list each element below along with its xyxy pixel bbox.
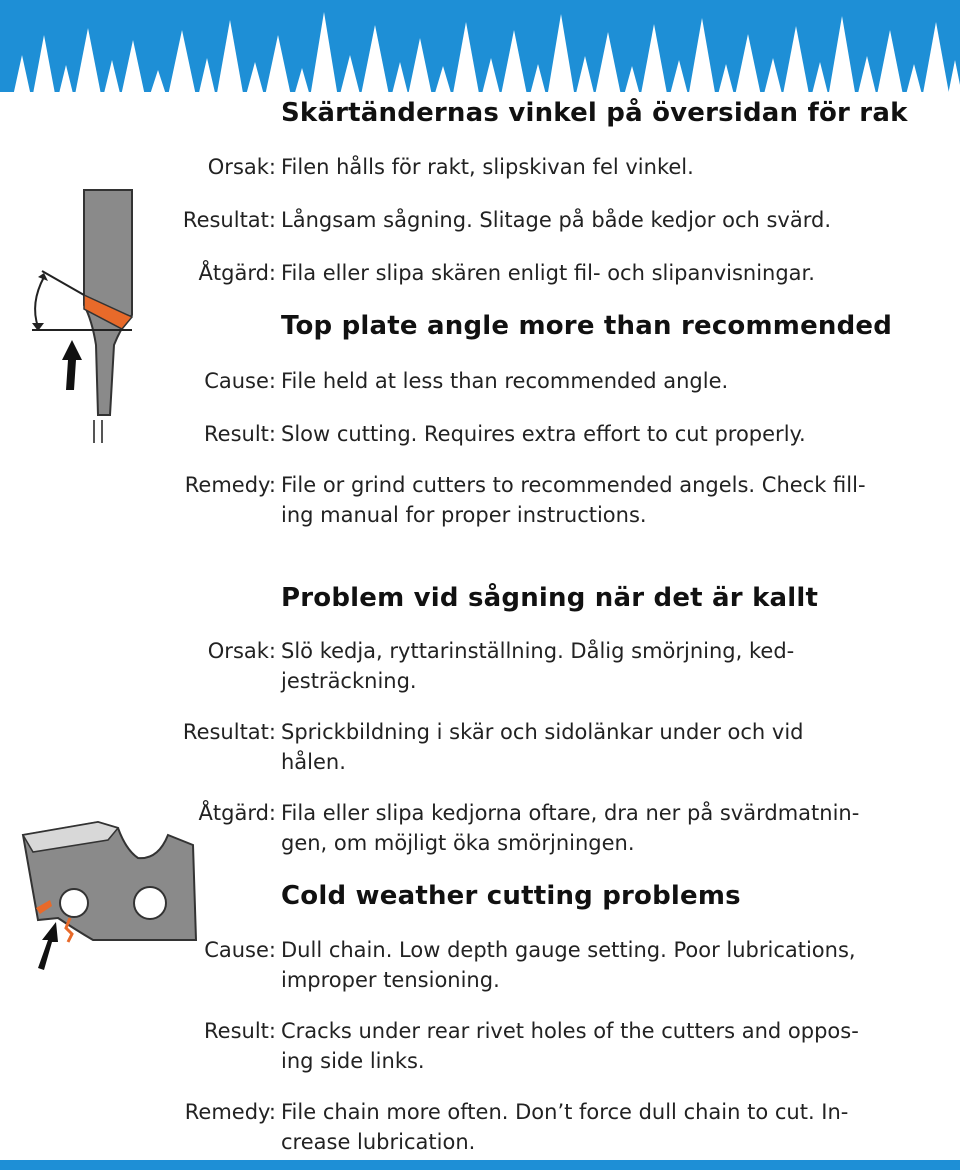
row-text: Fila eller slipa skären enligt fil- och slipanvisningar.	[281, 261, 815, 285]
row-label: Remedy:	[184, 473, 276, 497]
row-text: Filen hålls för rakt, slipskivan fel vinkel.	[281, 155, 694, 179]
cold-weather-chain-link-illustration	[18, 800, 203, 980]
row-text: Dull chain. Low depth gauge setting. Poor lubrications, improper tensioning.	[281, 938, 856, 992]
row-label: Resultat:	[182, 720, 276, 744]
row-label: Åtgärd:	[198, 261, 276, 285]
heading-problem-kallt: Problem vid sågning när det är kallt	[281, 583, 819, 613]
heading-skartandernas-vinkel: Skärtändernas vinkel på översidan för rak	[281, 98, 908, 128]
row-text: Slö kedja, ryttarinställning. Dålig smörjning, ked- jesträckning.	[281, 639, 795, 693]
footer-blue-band	[0, 1160, 960, 1170]
row-label: Åtgärd:	[198, 801, 276, 825]
top-plate-angle-illustration	[22, 185, 142, 450]
row-label: Remedy:	[184, 1100, 276, 1124]
row-text: File chain more often. Don’t force dull chain to cut. In- crease lubrication.	[281, 1100, 849, 1154]
row-text: Sprickbildning i skär och sidolänkar under och vid hålen.	[281, 720, 804, 774]
heading-top-plate-angle: Top plate angle more than recommended	[281, 311, 893, 341]
row-text: File held at less than recommended angle.	[281, 369, 729, 393]
row-text: File or grind cutters to recommended angels. Check fill- ing manual for proper instructions.	[281, 473, 866, 527]
row-text: Långsam sågning. Slitage på både kedjor och svärd.	[281, 208, 831, 232]
row-label: Result:	[204, 1019, 276, 1043]
row-text: Cracks under rear rivet holes of the cutters and oppos- ing side links.	[281, 1019, 859, 1073]
row-label: Orsak:	[207, 639, 276, 663]
row-text: Fila eller slipa kedjorna oftare, dra ner på svärdmatnin- gen, om möjligt öka smörjningen.	[281, 801, 860, 855]
row-label: Orsak:	[207, 155, 276, 179]
heading-cold-weather: Cold weather cutting problems	[281, 881, 741, 911]
row-label: Cause:	[204, 369, 276, 393]
row-label: Cause:	[204, 938, 276, 962]
row-text: Slow cutting. Requires extra effort to cut properly.	[281, 422, 806, 446]
row-label: Result:	[204, 422, 276, 446]
row-label: Resultat:	[182, 208, 276, 232]
